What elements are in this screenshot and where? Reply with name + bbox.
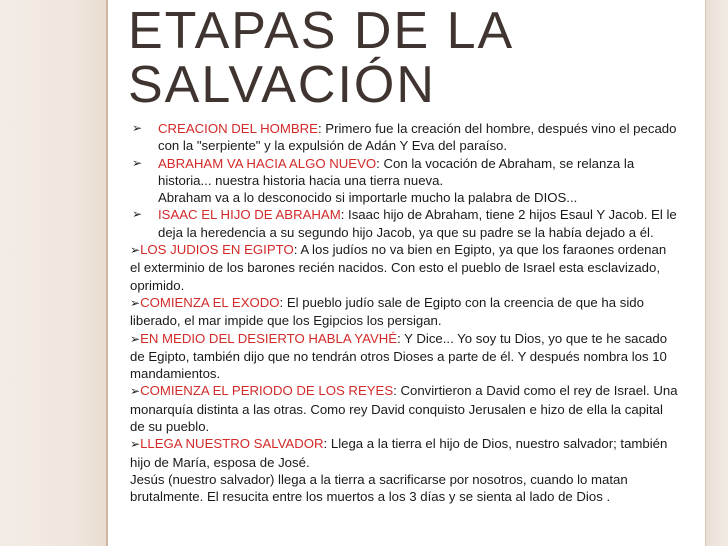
list-item	[130, 241, 678, 294]
slide-title: ETAPAS DE LA SALVACIÓN	[128, 2, 512, 114]
bullet-arrow-icon: ➢	[130, 331, 141, 346]
item-extra-text: Jesús (nuestro salvador) llega a la tierra a sacrificarse por nosotros, cuando lo matan brutalmente. El resucita entre los muertos a los 3 días y se sienta al lado de Dios .	[130, 471, 628, 505]
item-text: : Con la vocación de Abraham, se relanza la historia... nuestra historia hacia una tierra nueva.	[158, 155, 635, 188]
slide-content	[130, 120, 678, 506]
item-heading: ABRAHAM VA HACIA ALGO NUEVO	[158, 155, 377, 171]
item-heading: ISAAC EL HIJO DE ABRAHAM	[158, 207, 341, 223]
item-text: : El pueblo judío sale de Egipto con la creencia de que ha sido liberado, el mar impide que los Egipcios los persigan.	[130, 294, 644, 329]
item-heading: LOS JUDIOS EN EGIPTO	[140, 242, 294, 258]
left-frame-border	[106, 0, 108, 546]
item-extra-text: Abraham va a lo desconocido si importarle mucho la palabra de DIOS...	[158, 190, 578, 206]
bullet-arrow-icon: ➢	[130, 437, 141, 452]
list-item	[130, 435, 678, 505]
list-item	[130, 206, 678, 241]
list-item	[130, 294, 678, 330]
list-item	[130, 330, 678, 383]
list-item	[130, 120, 678, 155]
item-text: : Convirtieron a David como el rey de Israel. Una monarquía distinta a las otras. Como rey David conquisto Jerusalen e hizo de ella la capital de su pueblo.	[130, 383, 678, 435]
right-frame-panel	[706, 0, 728, 546]
item-heading: COMIENZA EL EXODO	[140, 294, 280, 310]
bullet-arrow-icon: ➢	[130, 384, 141, 399]
left-frame-panel	[0, 0, 107, 546]
item-text: : Llega a la tierra el hijo de Dios, nuestro salvador; también hijo de María, esposa de José.	[130, 436, 668, 470]
list-item	[130, 155, 678, 207]
bullet-arrow-icon: ➢	[132, 207, 143, 222]
list-item	[130, 382, 678, 435]
bullet-arrow-icon: ➢	[132, 155, 143, 170]
item-text: : Y Dice... Yo soy tu Dios, yo que te he sacado de Egipto, también dijo que no tendrán otros Dioses a parte de él. Y después nombra los 10 mandamientos.	[130, 330, 668, 382]
item-text: : Isaac hijo de Abraham, tiene 2 hijos Esaul Y Jacob. El le deja la heredencia a su segundo hijo Jacob, ya que su padre se la había dejado a él.	[158, 207, 677, 240]
item-heading: CREACION DEL HOMBRE	[158, 121, 318, 136]
item-heading: COMIENZA EL PERIODO DE LOS REYES	[140, 383, 394, 399]
bullet-arrow-icon: ➢	[130, 295, 141, 310]
item-text: : Primero fue la creación del hombre, después vino el pecado con la "serpiente" y la expulsión de Adán Y Eva del paraíso.	[158, 121, 677, 154]
item-heading: EN MEDIO DEL DESIERTO HABLA YAVHÉ	[140, 330, 398, 346]
item-heading: LLEGA NUESTRO SALVADOR	[140, 436, 324, 452]
bullet-arrow-icon: ➢	[130, 243, 141, 258]
item-text: : A los judíos no va bien en Egipto, ya que los faraones ordenan el exterminio de los barones recién nacidos. Con esto el pueblo de Israel esta esclavizado, oprimido.	[130, 242, 667, 293]
bullet-arrow-icon: ➢	[132, 121, 143, 135]
